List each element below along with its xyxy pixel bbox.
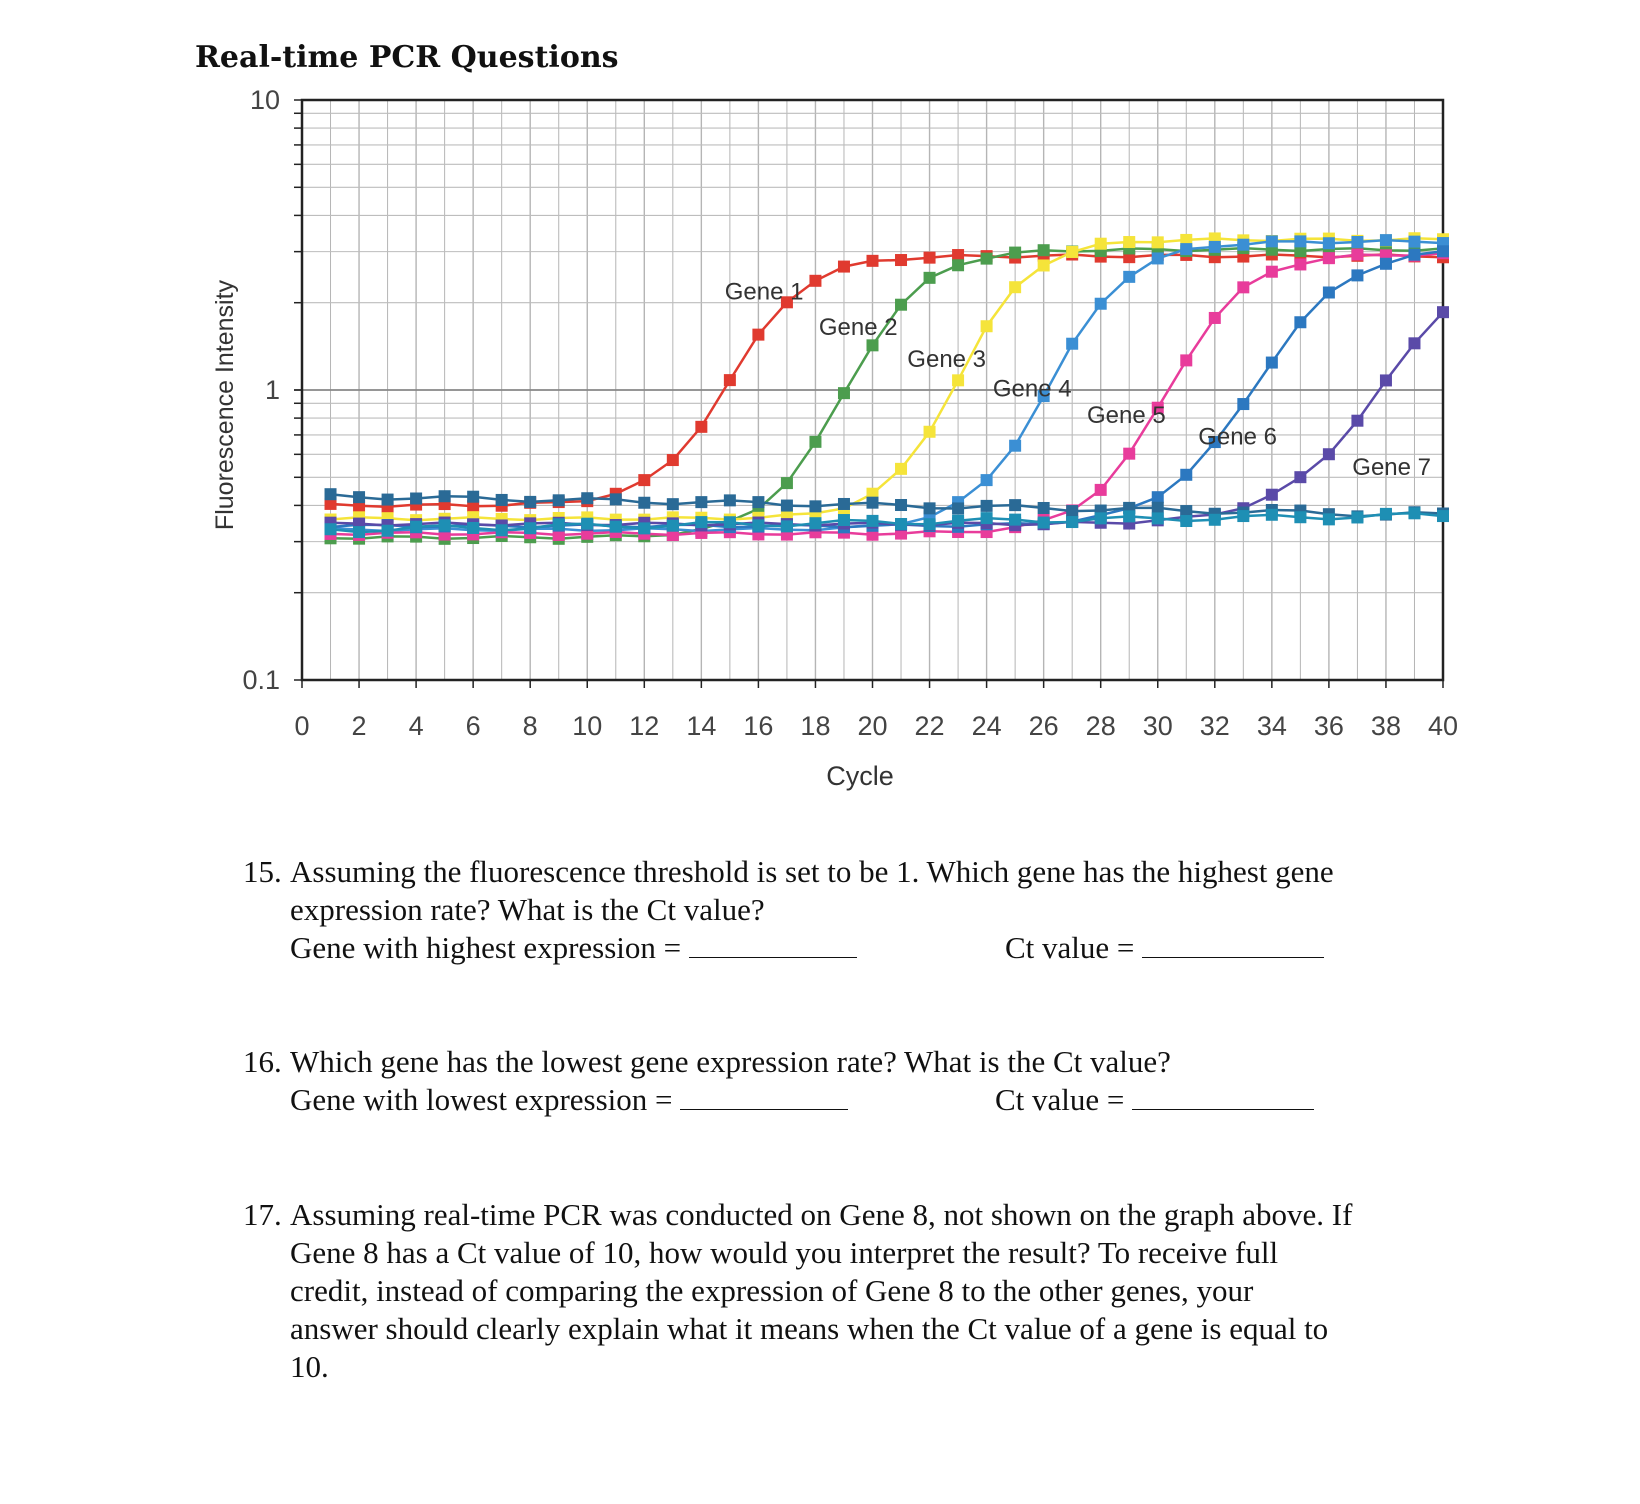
- question-text: Which gene has the lowest gene expression rate? What is the Ct value?: [290, 1044, 1171, 1079]
- data-point: [667, 520, 679, 532]
- data-point: [1323, 286, 1335, 298]
- data-point: [1066, 338, 1078, 350]
- data-point: [1152, 236, 1164, 248]
- data-point: [353, 491, 365, 503]
- question-text: expression rate? What is the Ct value?: [290, 892, 765, 927]
- data-point: [1323, 252, 1335, 264]
- data-point: [1009, 499, 1021, 511]
- data-point: [410, 521, 422, 533]
- gene-answer-blank[interactable]: [689, 933, 857, 958]
- data-point: [1038, 517, 1050, 529]
- data-point: [439, 519, 451, 531]
- answer-label-gene: Gene with highest expression =: [290, 930, 682, 965]
- series-label: Gene 7: [1352, 453, 1432, 481]
- data-point: [1123, 448, 1135, 460]
- gene-answer-blank[interactable]: [680, 1085, 848, 1110]
- data-point: [325, 488, 337, 500]
- x-tick-label: 14: [686, 711, 717, 741]
- x-tick-label: 32: [1199, 711, 1230, 741]
- data-point: [1380, 258, 1392, 270]
- data-point: [695, 496, 707, 508]
- data-point: [667, 454, 679, 466]
- data-point: [838, 387, 850, 399]
- data-point: [695, 421, 707, 433]
- data-point: [1038, 502, 1050, 514]
- data-point: [809, 275, 821, 287]
- data-point: [1408, 507, 1420, 519]
- data-point: [1437, 306, 1449, 318]
- data-point: [1095, 512, 1107, 524]
- data-point: [1294, 316, 1306, 328]
- question-text: 10.: [290, 1349, 329, 1384]
- data-point: [895, 254, 907, 266]
- data-point: [1294, 258, 1306, 270]
- data-point: [724, 374, 736, 386]
- chart-series: [325, 232, 1449, 545]
- data-point: [981, 500, 993, 512]
- data-point: [867, 339, 879, 351]
- data-point: [952, 249, 964, 261]
- data-point: [1351, 269, 1363, 281]
- data-point: [325, 523, 337, 535]
- series-line: [331, 238, 1444, 520]
- data-point: [1152, 252, 1164, 264]
- data-point: [1009, 281, 1021, 293]
- x-tick-label: 2: [351, 711, 367, 741]
- x-tick-label: 0: [294, 711, 310, 741]
- data-point: [838, 498, 850, 510]
- series-label: Gene 4: [992, 375, 1072, 403]
- data-point: [524, 522, 536, 534]
- chart-axes: [242, 85, 1458, 741]
- data-point: [1009, 514, 1021, 526]
- answer-label-ct: Ct value =: [995, 1082, 1125, 1117]
- data-point: [809, 517, 821, 529]
- data-point: [695, 516, 707, 528]
- data-point: [553, 518, 565, 530]
- question-16: [243, 1043, 1573, 1119]
- data-point: [752, 329, 764, 341]
- data-point: [382, 525, 394, 537]
- data-point: [867, 515, 879, 527]
- data-point: [439, 490, 451, 502]
- data-point: [924, 272, 936, 284]
- chart-grid: [302, 100, 1443, 680]
- data-point: [1380, 508, 1392, 520]
- data-point: [1095, 238, 1107, 250]
- x-tick-label: 8: [522, 711, 538, 741]
- data-point: [1209, 514, 1221, 526]
- data-point: [496, 524, 508, 536]
- x-tick-label: 6: [465, 711, 481, 741]
- data-point: [467, 522, 479, 534]
- data-point: [524, 496, 536, 508]
- question-text: answer should clearly explain what it means when the Ct value of a gene is equal to: [290, 1311, 1329, 1346]
- data-point: [1237, 510, 1249, 522]
- question-17: [243, 1196, 1573, 1386]
- y-tick-label: 10: [249, 85, 280, 115]
- data-point: [1380, 234, 1392, 246]
- data-point: [1152, 502, 1164, 514]
- data-point: [353, 526, 365, 538]
- data-point: [1095, 484, 1107, 496]
- data-point: [809, 500, 821, 512]
- x-tick-label: 10: [572, 711, 603, 741]
- data-point: [1180, 354, 1192, 366]
- data-point: [1180, 243, 1192, 255]
- data-point: [1152, 491, 1164, 503]
- data-point: [1038, 244, 1050, 256]
- data-point: [1066, 505, 1078, 517]
- data-point: [1266, 357, 1278, 369]
- series-label: Gene 3: [907, 346, 987, 374]
- data-point: [1380, 374, 1392, 386]
- data-point: [581, 492, 593, 504]
- x-tick-label: 18: [800, 711, 831, 741]
- data-point: [667, 498, 679, 510]
- data-point: [781, 520, 793, 532]
- data-point: [1323, 448, 1335, 460]
- x-tick-label: 24: [971, 711, 1002, 741]
- data-point: [1351, 236, 1363, 248]
- data-point: [638, 497, 650, 509]
- x-tick-label: 30: [1142, 711, 1173, 741]
- data-point: [410, 493, 422, 505]
- question-number: 16.: [243, 1044, 282, 1079]
- x-tick-label: 22: [914, 711, 945, 741]
- answer-label-ct: Ct value =: [1005, 930, 1135, 965]
- data-point: [1066, 516, 1078, 528]
- x-tick-label: 38: [1370, 711, 1401, 741]
- data-point: [1180, 469, 1192, 481]
- question-15: [243, 853, 1573, 967]
- data-point: [1038, 259, 1050, 271]
- data-point: [895, 299, 907, 311]
- series-label: Gene 6: [1198, 423, 1277, 451]
- ct-answer-blank[interactable]: [1142, 933, 1324, 958]
- x-axis-label: Cycle: [826, 761, 894, 791]
- data-point: [610, 493, 622, 505]
- data-point: [981, 253, 993, 265]
- x-tick-label: 16: [743, 711, 774, 741]
- data-point: [1351, 415, 1363, 427]
- data-point: [1408, 337, 1420, 349]
- data-point: [981, 320, 993, 332]
- x-tick-label: 34: [1256, 711, 1287, 741]
- data-point: [1351, 511, 1363, 523]
- data-point: [1266, 509, 1278, 521]
- data-point: [895, 463, 907, 475]
- data-point: [610, 521, 622, 533]
- data-point: [981, 474, 993, 486]
- data-point: [952, 515, 964, 527]
- data-point: [781, 500, 793, 512]
- question-text: Assuming the fluorescence threshold is set to be 1. Which gene has the highest gene: [290, 854, 1334, 889]
- question-text: Assuming real-time PCR was conducted on Gene 8, not shown on the graph above. If: [290, 1197, 1353, 1232]
- x-tick-label: 40: [1427, 711, 1459, 741]
- data-point: [981, 512, 993, 524]
- x-tick-label: 26: [1028, 711, 1059, 741]
- data-point: [895, 499, 907, 511]
- data-point: [1237, 281, 1249, 293]
- answer-label-gene: Gene with lowest expression =: [290, 1082, 673, 1117]
- y-tick-label: 0.1: [242, 665, 280, 695]
- x-tick-label: 12: [629, 711, 660, 741]
- data-point: [867, 255, 879, 267]
- data-point: [1152, 512, 1164, 524]
- data-point: [924, 426, 936, 438]
- data-point: [924, 252, 936, 264]
- question-number: 15.: [243, 854, 282, 889]
- data-point: [1323, 237, 1335, 249]
- question-number: 17.: [243, 1197, 282, 1232]
- data-point: [1237, 239, 1249, 251]
- data-point: [1294, 511, 1306, 523]
- x-tick-label: 20: [857, 711, 888, 741]
- data-point: [1266, 266, 1278, 278]
- data-point: [1323, 513, 1335, 525]
- y-tick-label: 1: [264, 375, 280, 405]
- x-tick-label: 28: [1085, 711, 1116, 741]
- data-point: [952, 259, 964, 271]
- ct-answer-blank[interactable]: [1132, 1085, 1314, 1110]
- page-title: Real-time PCR Questions: [195, 40, 619, 75]
- data-point: [1123, 271, 1135, 283]
- data-point: [1437, 245, 1449, 257]
- data-point: [952, 374, 964, 386]
- data-point: [553, 494, 565, 506]
- data-point: [1408, 249, 1420, 261]
- data-point: [781, 477, 793, 489]
- data-point: [724, 516, 736, 528]
- data-point: [1209, 312, 1221, 324]
- data-point: [1351, 249, 1363, 261]
- data-point: [382, 494, 394, 506]
- data-point: [1123, 510, 1135, 522]
- data-point: [1437, 510, 1449, 522]
- data-point: [1266, 489, 1278, 501]
- series-line: [331, 254, 1444, 506]
- data-point: [752, 519, 764, 531]
- data-point: [752, 496, 764, 508]
- series-label: Gene 5: [1087, 401, 1166, 429]
- data-point: [724, 494, 736, 506]
- data-point: [638, 474, 650, 486]
- series-line: [331, 240, 1444, 531]
- data-point: [1294, 235, 1306, 247]
- data-point: [809, 436, 821, 448]
- data-point: [924, 518, 936, 530]
- data-point: [467, 491, 479, 503]
- y-axis-label: Fluorescence Intensity: [211, 279, 239, 531]
- data-point: [838, 514, 850, 526]
- data-point: [1266, 235, 1278, 247]
- data-point: [1209, 241, 1221, 253]
- data-point: [496, 494, 508, 506]
- data-point: [1009, 440, 1021, 452]
- data-point: [1123, 236, 1135, 248]
- data-point: [1095, 298, 1107, 310]
- data-point: [1009, 247, 1021, 259]
- data-point: [1066, 246, 1078, 258]
- data-point: [952, 502, 964, 514]
- x-tick-label: 4: [408, 711, 424, 741]
- question-text: Gene 8 has a Ct value of 10, how would you interpret the result? To receive full: [290, 1235, 1279, 1270]
- data-point: [638, 522, 650, 534]
- series-label: Gene 2: [818, 313, 898, 341]
- data-point: [838, 261, 850, 273]
- data-point: [867, 497, 879, 509]
- data-point: [1408, 236, 1420, 248]
- data-point: [1180, 515, 1192, 527]
- data-point: [1237, 398, 1249, 410]
- data-point: [581, 518, 593, 530]
- question-text: credit, instead of comparing the expression of Gene 8 to the other genes, your: [290, 1273, 1254, 1308]
- data-point: [924, 502, 936, 514]
- data-point: [895, 518, 907, 530]
- x-tick-label: 36: [1313, 711, 1344, 741]
- data-point: [1294, 471, 1306, 483]
- series-label: Gene 1: [724, 278, 804, 306]
